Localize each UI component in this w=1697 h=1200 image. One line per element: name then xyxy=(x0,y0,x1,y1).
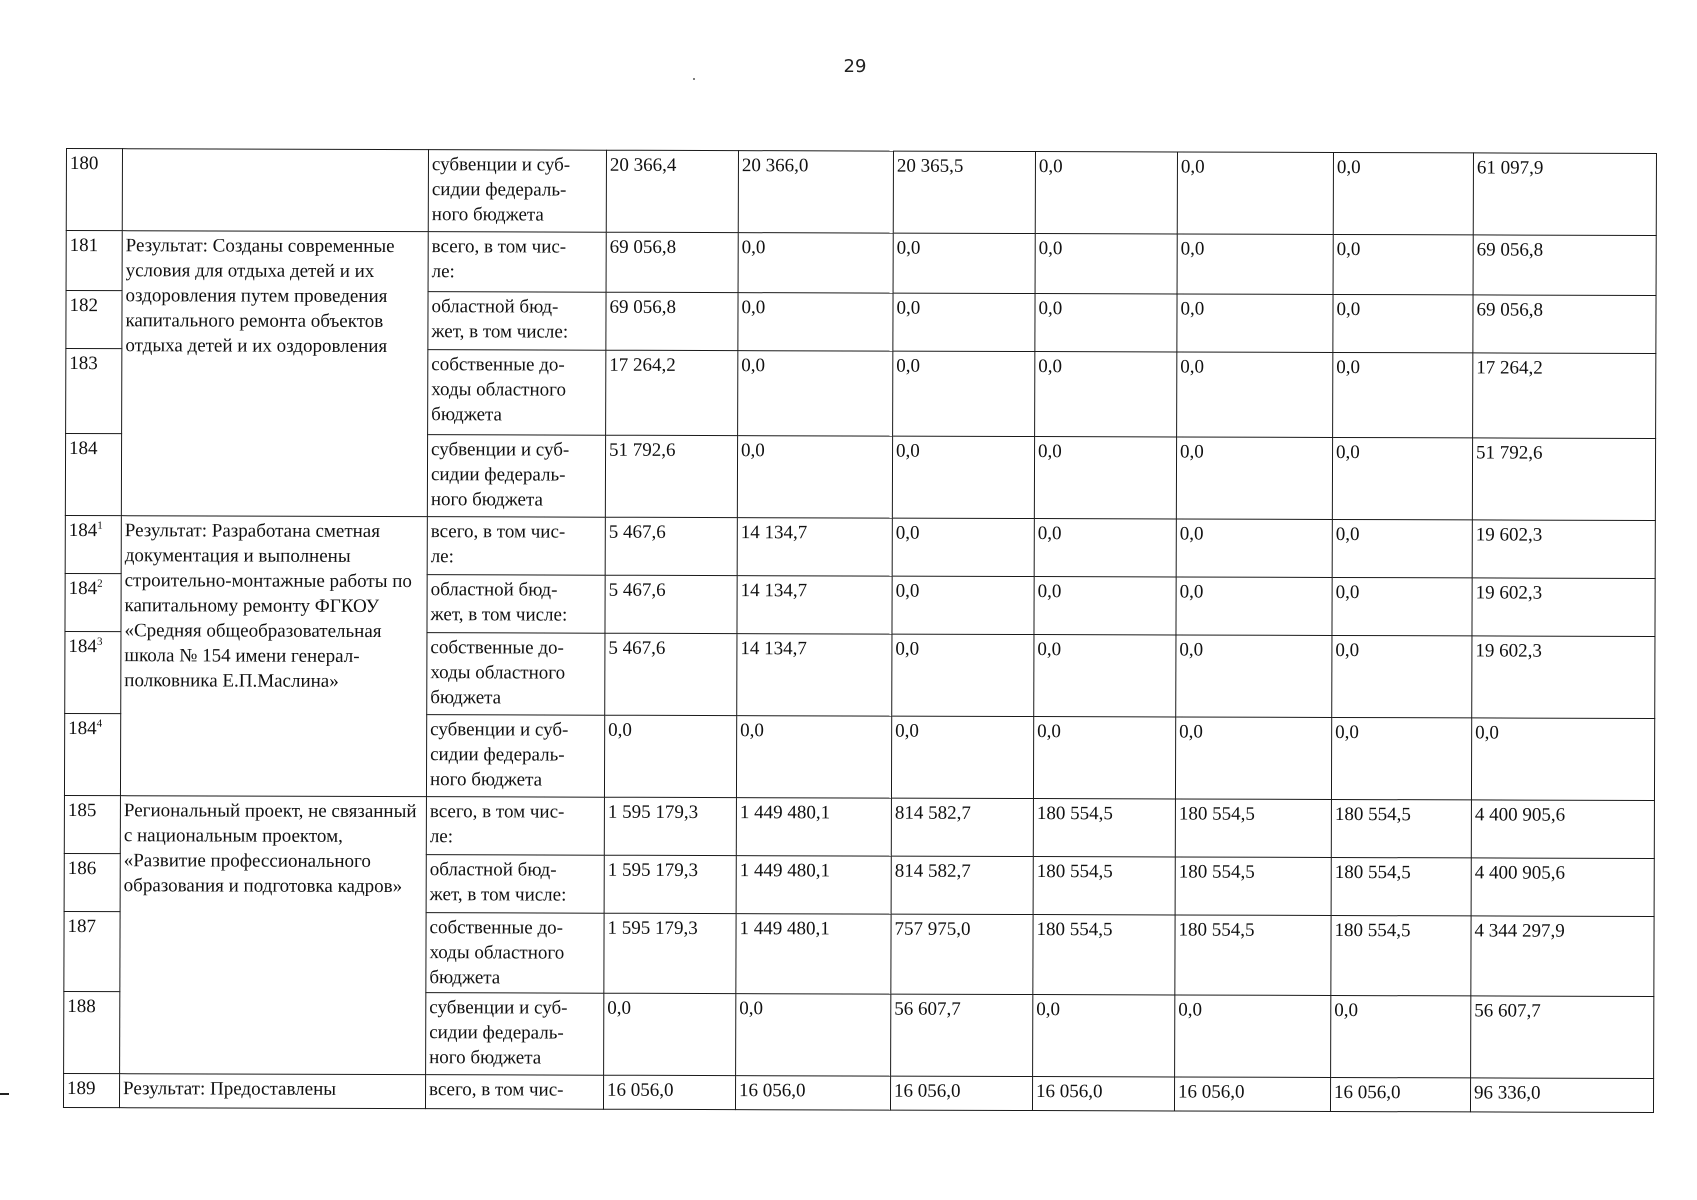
row-index-superscript: 3 xyxy=(96,635,103,648)
year-value: 0,0 xyxy=(1176,635,1332,717)
row-index xyxy=(66,231,122,291)
total-value: 19 602,3 xyxy=(1472,636,1655,719)
row-index-superscript: 1 xyxy=(97,519,103,532)
funding-source-line: всего, в том чис- xyxy=(430,521,566,543)
year-value: 180 554,5 xyxy=(1175,799,1331,857)
total-value: 17 264,2 xyxy=(1473,353,1656,439)
year-value: 0,0 xyxy=(1035,294,1177,352)
row-index-superscript: 2 xyxy=(97,577,103,590)
funding-source-line: ного бюджета xyxy=(430,489,544,511)
year-value: 20 365,5 xyxy=(893,151,1035,233)
year-value: 0,0 xyxy=(893,351,1035,436)
funding-source-line: ного бюджета xyxy=(429,769,543,791)
year-value: 1 595 179,3 xyxy=(604,913,736,993)
year-value: 0,0 xyxy=(1176,437,1332,519)
year-value: 814 582,7 xyxy=(891,798,1033,856)
year-value: 0,0 xyxy=(604,715,736,797)
year-value: 0,0 xyxy=(736,994,891,1076)
year-value: 1 449 480,1 xyxy=(736,914,891,994)
row-index xyxy=(66,149,122,231)
funding-source-line: сидии федераль- xyxy=(430,464,566,486)
funding-source-line: субвенции и суб- xyxy=(431,439,570,461)
year-value: 0,0 xyxy=(1331,995,1471,1077)
year-value: 0,0 xyxy=(1332,437,1472,519)
total-value: 4 344 297,9 xyxy=(1471,916,1654,997)
funding-source-line: собственные до- xyxy=(430,637,564,659)
funding-source xyxy=(426,913,604,994)
funding-source-line: сидии федераль- xyxy=(430,744,565,766)
row-index-number: 182 xyxy=(69,295,99,317)
year-value: 20 366,0 xyxy=(738,151,893,233)
row-index xyxy=(65,573,121,631)
funding-source-line: бюджета xyxy=(429,967,501,989)
year-value: 0,0 xyxy=(1034,437,1176,519)
result-description: Результат: Предоставлены xyxy=(119,1074,425,1109)
year-value: 0,0 xyxy=(738,233,893,293)
funding-source xyxy=(428,232,606,293)
year-value: 56 607,7 xyxy=(891,994,1033,1076)
page-number: 29 xyxy=(843,56,867,77)
funding-source-line: жет, в том числе: xyxy=(430,604,568,626)
year-value: 14 134,7 xyxy=(737,634,892,716)
funding-source-line: собственные до- xyxy=(429,917,564,939)
funding-source-line: областной бюд- xyxy=(430,579,558,601)
year-value: 180 554,5 xyxy=(1175,857,1331,915)
year-value: 180 554,5 xyxy=(1033,799,1175,857)
year-value: 16 056,0 xyxy=(735,1076,890,1110)
row-index-number: 184 xyxy=(68,718,97,740)
year-value: 0,0 xyxy=(1333,234,1473,294)
scan-speck xyxy=(693,78,695,80)
funding-source xyxy=(427,575,605,634)
year-value: 0,0 xyxy=(1033,717,1175,799)
table-row xyxy=(66,231,1656,296)
total-value: 51 792,6 xyxy=(1472,438,1655,521)
year-value: 0,0 xyxy=(1333,294,1473,352)
row-index-number: 181 xyxy=(69,235,99,257)
year-value: 0,0 xyxy=(1033,995,1175,1077)
funding-source-line: ле: xyxy=(431,261,455,283)
year-value: 0,0 xyxy=(1332,519,1472,577)
funding-source-line: бюджета xyxy=(430,687,502,709)
year-value: 0,0 xyxy=(1035,152,1177,234)
row-index-number: 185 xyxy=(67,800,97,822)
year-value: 17 264,2 xyxy=(606,350,738,435)
funding-source-line: субвенции и суб- xyxy=(429,997,568,1019)
year-value: 0,0 xyxy=(604,993,736,1075)
row-index-number: 184 xyxy=(68,578,98,600)
year-value: 1 449 480,1 xyxy=(736,856,891,914)
year-value: 1 595 179,3 xyxy=(604,797,736,855)
year-value: 0,0 xyxy=(892,634,1034,716)
funding-source xyxy=(427,517,605,576)
row-index xyxy=(64,853,120,911)
funding-source-line: всего, в том чис- xyxy=(429,1079,564,1101)
funding-source-line: жет, в том числе: xyxy=(429,884,567,906)
row-index-number: 180 xyxy=(69,153,99,175)
row-index xyxy=(66,291,122,349)
total-value: 0,0 xyxy=(1471,718,1654,801)
funding-source-line: собственные до- xyxy=(431,354,565,376)
result-description: Результат: Разработана сметная документация и выполнены строительно-монтажные работы по капитальному ремонту ФГКОУ «Средняя общеобразовательная школа № 154 имени генерал-полковника Е.П.Маслина» xyxy=(120,516,427,797)
year-value: 0,0 xyxy=(893,293,1035,351)
funding-source-line: ле: xyxy=(430,546,454,568)
year-value: 0,0 xyxy=(891,716,1033,798)
year-value: 1 595 179,3 xyxy=(604,855,736,913)
row-index xyxy=(64,911,120,991)
funding-source-line: бюджета xyxy=(431,404,503,426)
budget-table xyxy=(63,148,1657,1113)
year-value: 51 792,6 xyxy=(605,435,737,517)
year-value: 14 134,7 xyxy=(737,518,892,576)
funding-source-line: сидии федераль- xyxy=(429,1022,564,1044)
year-value: 0,0 xyxy=(1034,635,1176,717)
funding-source-line: всего, в том чис- xyxy=(429,801,565,823)
year-value: 20 366,4 xyxy=(606,150,738,232)
year-value: 180 554,5 xyxy=(1331,915,1471,995)
row-index xyxy=(63,1073,119,1107)
total-value: 19 602,3 xyxy=(1472,578,1655,637)
year-value: 0,0 xyxy=(736,716,891,798)
row-index-number: 189 xyxy=(67,1078,96,1100)
year-value: 0,0 xyxy=(1035,234,1177,294)
table-row xyxy=(65,515,1655,578)
total-value: 96 336,0 xyxy=(1470,1078,1653,1113)
year-value: 0,0 xyxy=(1332,635,1472,717)
funding-source xyxy=(426,993,604,1076)
year-value: 0,0 xyxy=(1332,577,1472,635)
row-index xyxy=(65,631,121,713)
year-value: 0,0 xyxy=(892,518,1034,576)
funding-source-line: субвенции и суб- xyxy=(431,154,571,176)
row-index xyxy=(64,713,120,795)
row-index-number: 188 xyxy=(67,996,96,1018)
funding-source-line: жет, в том числе: xyxy=(431,321,569,343)
table-body xyxy=(63,149,1656,1113)
funding-source-line: сидии федераль- xyxy=(431,179,567,201)
row-index xyxy=(65,434,121,516)
year-value: 0,0 xyxy=(1034,519,1176,577)
year-value: 0,0 xyxy=(738,293,893,351)
funding-source-line: ного бюджета xyxy=(431,204,544,226)
year-value: 0,0 xyxy=(1177,152,1333,234)
row-index-number: 186 xyxy=(67,858,97,880)
funding-source xyxy=(426,797,604,856)
row-index-superscript: 4 xyxy=(96,717,103,730)
row-index xyxy=(66,349,122,434)
year-value: 0,0 xyxy=(1034,577,1176,635)
result-description: Результат: Созданы современные условия для отдыха детей и их оздоровления путем проведения капитального ремонта объектов отдыха детей и их оздоровления xyxy=(121,231,428,517)
year-value: 814 582,7 xyxy=(891,856,1033,914)
year-value: 0,0 xyxy=(1177,234,1333,294)
year-value: 14 134,7 xyxy=(737,576,892,634)
row-index-number: 184 xyxy=(68,636,97,658)
year-value: 0,0 xyxy=(892,436,1034,518)
year-value: 69 056,8 xyxy=(606,232,738,292)
funding-source xyxy=(428,292,606,351)
funding-source-line: областной бюд- xyxy=(429,859,557,881)
total-value: 56 607,7 xyxy=(1471,996,1654,1079)
budget-table-container xyxy=(63,148,1656,1113)
funding-source xyxy=(426,715,604,798)
funding-source-line: ходы областного xyxy=(430,662,566,684)
row-index-number: 187 xyxy=(67,916,97,938)
year-value: 0,0 xyxy=(1175,717,1331,799)
table-row xyxy=(66,149,1656,236)
table-row xyxy=(64,795,1654,858)
year-value: 180 554,5 xyxy=(1033,915,1175,995)
funding-source xyxy=(427,435,605,518)
year-value: 0,0 xyxy=(1175,995,1331,1077)
year-value: 16 056,0 xyxy=(1174,1077,1330,1111)
row-index xyxy=(64,991,120,1073)
funding-source xyxy=(425,1075,603,1110)
funding-source xyxy=(428,350,606,436)
row-index-number: 183 xyxy=(69,353,98,375)
total-value: 4 400 905,6 xyxy=(1471,800,1654,859)
year-value: 0,0 xyxy=(737,436,892,518)
funding-source xyxy=(426,855,604,914)
total-value: 69 056,8 xyxy=(1473,235,1656,296)
row-index-number: 184 xyxy=(69,438,98,460)
funding-source-line: ле: xyxy=(429,826,454,848)
row-index xyxy=(65,515,121,573)
funding-source-line: ходы областного xyxy=(431,379,567,401)
year-value: 0,0 xyxy=(1176,577,1332,635)
year-value: 180 554,5 xyxy=(1175,915,1331,995)
year-value: 180 554,5 xyxy=(1331,799,1471,857)
year-value: 0,0 xyxy=(1176,519,1332,577)
year-value: 0,0 xyxy=(738,351,893,436)
funding-source-line: областной бюд- xyxy=(431,296,559,318)
funding-source-line: всего, в том чис- xyxy=(431,236,567,258)
year-value: 1 449 480,1 xyxy=(736,798,891,856)
year-value: 69 056,8 xyxy=(606,292,738,350)
funding-source-line: субвенции и суб- xyxy=(430,719,569,741)
row-index xyxy=(64,795,120,853)
total-value: 61 097,9 xyxy=(1473,153,1656,236)
margin-mark xyxy=(0,1093,9,1095)
year-value: 16 056,0 xyxy=(890,1076,1032,1110)
row-index-number: 184 xyxy=(68,520,98,542)
total-value: 19 602,3 xyxy=(1472,520,1655,579)
year-value: 16 056,0 xyxy=(1330,1077,1470,1111)
year-value: 0,0 xyxy=(1331,717,1471,799)
year-value: 5 467,6 xyxy=(605,517,737,575)
year-value: 5 467,6 xyxy=(605,633,737,715)
year-value: 0,0 xyxy=(1177,352,1333,437)
year-value: 5 467,6 xyxy=(605,575,737,633)
year-value: 757 975,0 xyxy=(891,914,1033,994)
year-value: 0,0 xyxy=(1035,352,1177,437)
year-value: 0,0 xyxy=(1333,352,1473,437)
year-value: 16 056,0 xyxy=(603,1075,735,1109)
total-value: 69 056,8 xyxy=(1473,295,1656,354)
result-description xyxy=(122,149,428,232)
table-row xyxy=(63,1073,1653,1112)
year-value: 180 554,5 xyxy=(1033,857,1175,915)
year-value: 180 554,5 xyxy=(1331,857,1471,915)
total-value: 4 400 905,6 xyxy=(1471,858,1654,917)
funding-source xyxy=(427,633,605,716)
year-value: 0,0 xyxy=(1333,152,1473,234)
funding-source xyxy=(428,150,606,233)
funding-source-line: ного бюджета xyxy=(429,1047,542,1069)
year-value: 0,0 xyxy=(892,576,1034,634)
year-value: 16 056,0 xyxy=(1032,1077,1174,1111)
funding-source-line: ходы областного xyxy=(429,942,565,964)
year-value: 0,0 xyxy=(1177,294,1333,352)
result-description: Региональный проект, не связанный с национальным проектом, «Развитие профессионального образования и подготовка кадров» xyxy=(120,796,427,1075)
year-value: 0,0 xyxy=(893,233,1035,293)
